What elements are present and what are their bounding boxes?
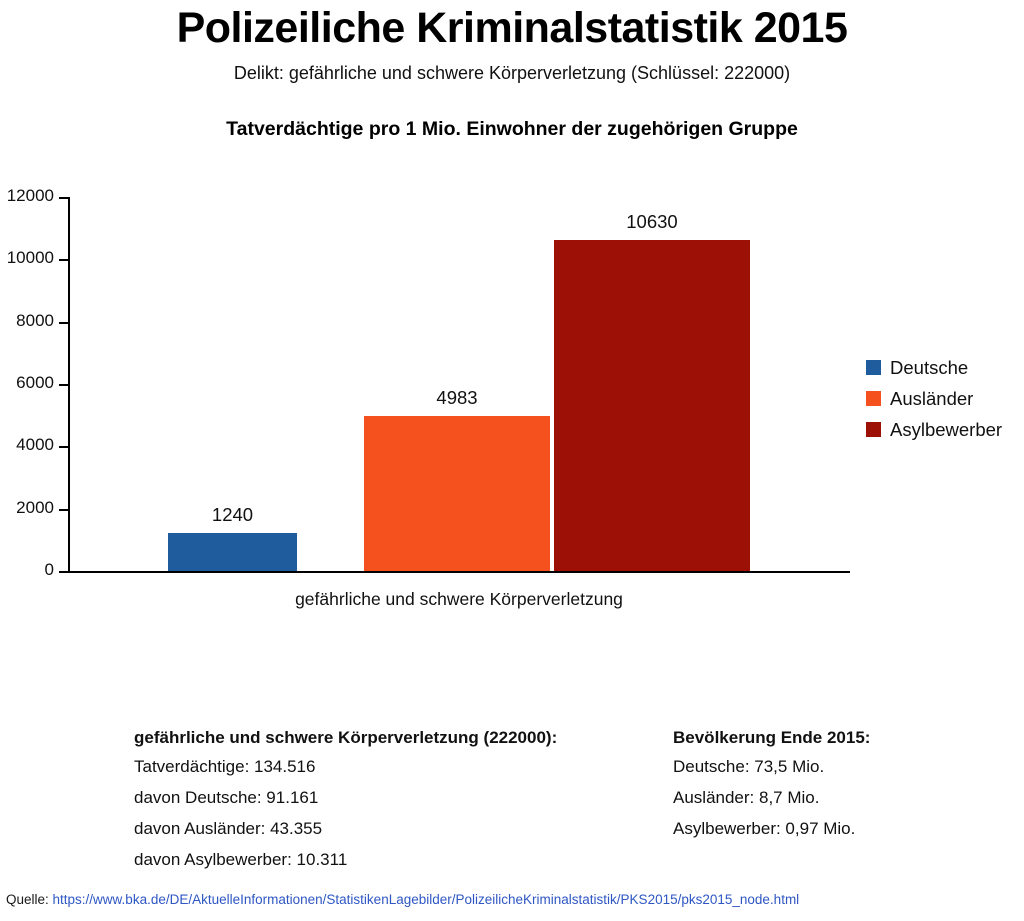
bar-asylbewerber[interactable] xyxy=(554,210,750,571)
x-axis xyxy=(68,571,850,573)
notes-heading-population: Bevölkerung Ende 2015: xyxy=(673,728,871,747)
notes-line: Ausländer: 8,7 Mio. xyxy=(673,787,820,807)
y-tick-label: 2000 xyxy=(16,497,54,517)
legend-swatch-icon xyxy=(866,391,881,406)
notes-line: Tatverdächtige: 134.516 xyxy=(134,757,316,776)
x-axis-label: gefährliche und schwere Körperverletzung xyxy=(295,589,623,610)
legend-label: Ausländer xyxy=(890,387,974,409)
chart-container xyxy=(0,169,1024,610)
bar-value-label: 10630 xyxy=(626,210,678,232)
notes-line: Deutsche: 73,5 Mio. xyxy=(673,757,825,776)
notes-column-population xyxy=(673,728,870,849)
legend-swatch-icon xyxy=(866,422,881,437)
notes-heading-offence: gefährliche und schwere Körperverletzung (222000): xyxy=(134,728,558,747)
bar-value-label: 4983 xyxy=(436,386,478,408)
page-subtitle: Delikt: gefährliche und schwere Körperverletzung (Schlüssel: 222000) xyxy=(233,63,791,84)
bar-auslaender[interactable] xyxy=(364,386,550,571)
legend-label: Asylbewerber xyxy=(890,418,1003,440)
y-tick-label: 12000 xyxy=(6,186,54,206)
source-line xyxy=(6,892,799,907)
y-axis xyxy=(68,197,70,571)
legend-item-auslaender[interactable] xyxy=(866,383,1002,414)
y-tick-label: 0 xyxy=(44,560,54,580)
legend-swatch-icon xyxy=(866,360,881,375)
y-tick-label: 4000 xyxy=(16,435,54,455)
y-tick-label: 6000 xyxy=(16,373,54,393)
notes-column-offence xyxy=(134,728,557,880)
chart-legend xyxy=(866,352,1002,445)
y-tick-label: 10000 xyxy=(6,248,54,268)
page-title: Polizeiliche Kriminalstatistik 2015 xyxy=(176,4,848,52)
notes-line: davon Asylbewerber: 10.311 xyxy=(134,849,348,869)
chart-heading: Tatverdächtige pro 1 Mio. Einwohner der zugehörigen Gruppe xyxy=(226,118,798,141)
notes-line: Asylbewerber: 0,97 Mio. xyxy=(673,818,856,838)
notes-line: davon Ausländer: 43.355 xyxy=(134,818,323,838)
legend-item-deutsche[interactable] xyxy=(866,352,1002,383)
bar-deutsche[interactable] xyxy=(168,503,297,572)
source-url-link[interactable]: https://www.bka.de/DE/AktuelleInformationen/StatistikenLagebilder/PolizeilicheKriminalstatistik/PKS2015/pks2015_node.html xyxy=(52,892,800,907)
bar-value-label: 1240 xyxy=(211,503,254,525)
plot-area xyxy=(6,186,850,580)
legend-item-asylbewerber[interactable] xyxy=(866,414,1002,445)
y-tick-label: 8000 xyxy=(16,310,54,330)
source-label: Quelle: xyxy=(6,892,53,907)
notes-line: davon Deutsche: 91.161 xyxy=(134,787,319,807)
legend-label: Deutsche xyxy=(890,356,969,378)
